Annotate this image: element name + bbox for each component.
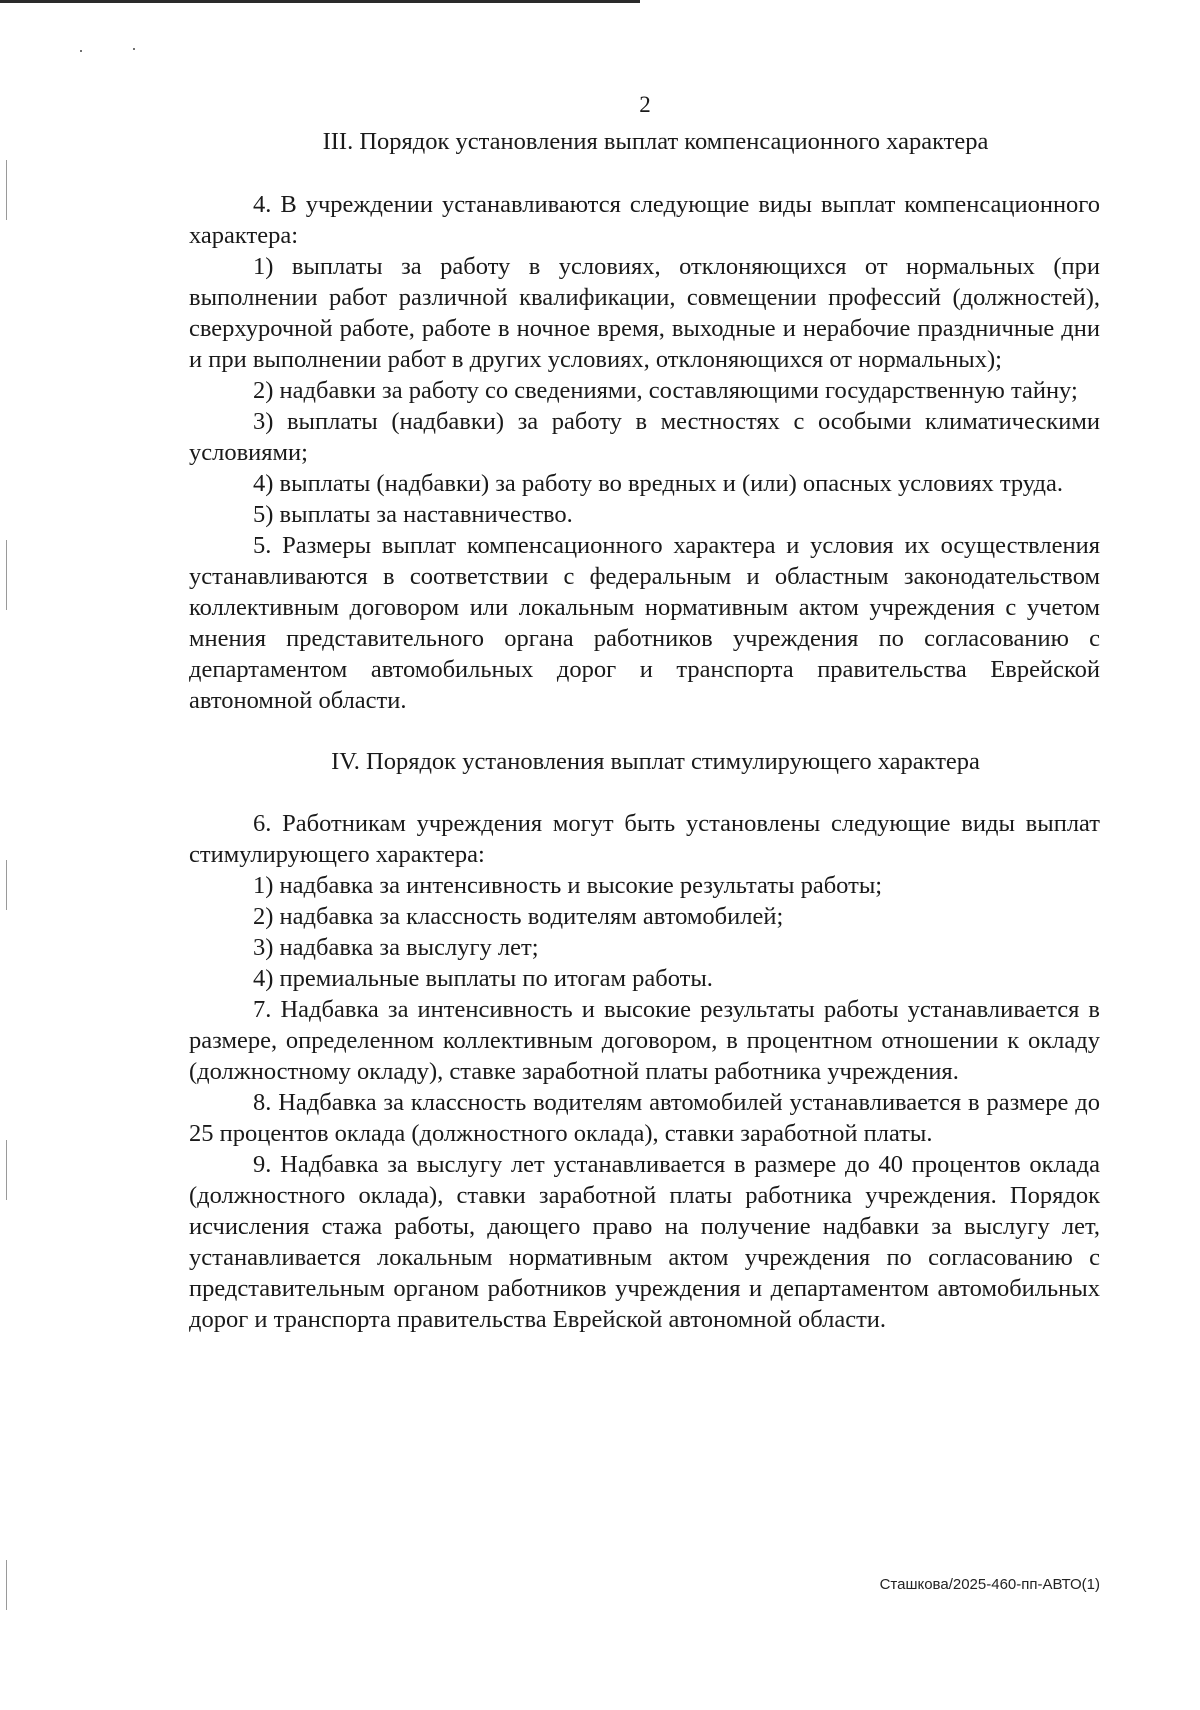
scan-edge-mark: [6, 540, 7, 610]
list-item: 5) выплаты за наставничество.: [253, 501, 573, 528]
scan-edge-mark: [6, 160, 7, 220]
section-3-title: III. Порядок установления выплат компенсационного характера: [322, 128, 989, 155]
list-item: 1) надбавка за интенсивность и высокие результаты работы;: [253, 872, 883, 899]
scan-edge-mark: [6, 1560, 7, 1610]
section-4-title: IV. Порядок установления выплат стимулирующего характера: [331, 748, 980, 775]
list-item: 2) надбавки за работу со сведениями, составляющими государственную тайну;: [253, 377, 1078, 404]
document-code: Сташкова/2025-460-пп-АВТО(1): [879, 1576, 1100, 1593]
paragraph: 7. Надбавка за интенсивность и высокие результаты работы устанавливается в размере, определенном коллективным договором, в процентном отношении к окладу (должностному окладу), ставке заработной платы работника учреждения.: [189, 996, 1100, 1085]
paragraph: 8. Надбавка за классность водителям автомобилей устанавливается в размере до 25 процентов оклада (должностного оклада), ставки заработной платы.: [189, 1089, 1100, 1147]
list-item: 3) выплаты (надбавки) за работу в местностях с особыми климатическими условиями;: [189, 408, 1100, 466]
list-item: 4) выплаты (надбавки) за работу во вредных и (или) опасных условиях труда.: [253, 470, 1063, 497]
scan-edge-line: [0, 0, 640, 3]
scan-edge-mark: [6, 860, 7, 910]
list-item: 1) выплаты за работу в условиях, отклоняющихся от нормальных (при выполнении работ различной квалификации, совмещении профессий (должностей), сверхурочной работе, работе в ночное время, выходные и нерабочие праздничные дни и при выполнении работ в других условиях, отклоняющихся от нормальных);: [189, 253, 1100, 373]
scan-edge-mark: [6, 1140, 7, 1200]
paragraph: 5. Размеры выплат компенсационного характера и условия их осуществления устанавливаются в соответствии с федеральным и областным законодательством коллективным договором или локальным нормативным актом учреждения с учетом мнения представительного органа работников учреждения по согласованию с департаментом автомобильных дорог и транспорта правительства Еврейской автономной области.: [189, 532, 1100, 714]
paragraph: 4. В учреждении устанавливаются следующие виды выплат компенсационного характера:: [189, 191, 1100, 249]
list-item: 2) надбавка за классность водителям автомобилей;: [253, 903, 784, 930]
paragraph: 9. Надбавка за выслугу лет устанавливается в размере до 40 процентов оклада (должностного оклада), ставки заработной платы работника учреждения. Порядок исчисления стажа работы, дающего право на получение надбавки за выслугу лет, устанавливается локальным нормативным актом учреждения по согласованию с представительным органом работников учреждения и департаментом автомобильных дорог и транспорта правительства Еврейской автономной области.: [189, 1151, 1100, 1333]
scan-speck: [133, 48, 135, 50]
list-item: 4) премиальные выплаты по итогам работы.: [253, 965, 713, 992]
document-body: [189, 126, 1100, 1335]
list-item: 3) надбавка за выслугу лет;: [253, 934, 539, 961]
page-number: 2: [639, 92, 651, 117]
paragraph: 6. Работникам учреждения могут быть установлены следующие виды выплат стимулирующего характера:: [189, 810, 1100, 868]
scan-speck: [80, 50, 82, 52]
